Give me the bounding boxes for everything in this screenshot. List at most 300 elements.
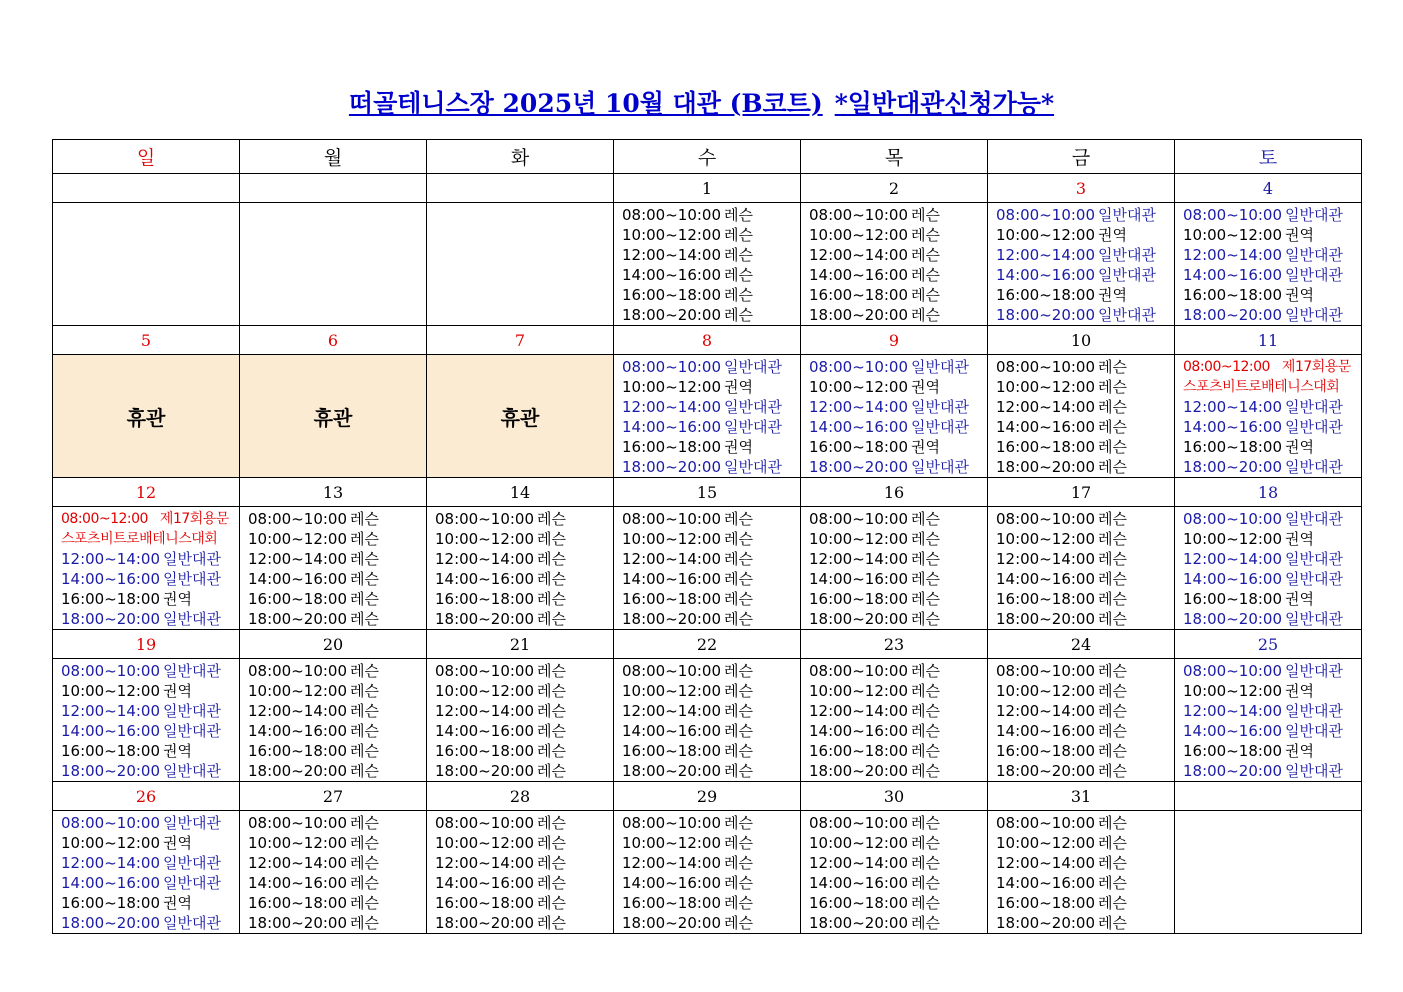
slot-label: 레슨 [537, 874, 566, 892]
slot-time: 12:00~14:00 [996, 702, 1096, 720]
weekday-header: 일 [53, 140, 240, 174]
time-slot [809, 761, 987, 781]
slot-list [801, 507, 987, 629]
slot-time: 08:00~10:00 [809, 814, 909, 832]
slot-time: 16:00~18:00 [248, 894, 348, 912]
slot-list [53, 507, 239, 629]
slot-time: 16:00~18:00 [61, 590, 161, 608]
slot-label: 레슨 [911, 510, 940, 528]
slot-time: 18:00~20:00 [622, 762, 722, 780]
slot-time: 14:00~16:00 [996, 874, 1096, 892]
slot-time: 18:00~20:00 [809, 610, 909, 628]
time-slot [996, 205, 1174, 225]
time-slot [996, 741, 1174, 761]
slot-label: 레슨 [350, 742, 379, 760]
date-row [53, 782, 1362, 811]
slot-time: 16:00~18:00 [622, 742, 722, 760]
slot-time: 12:00~14:00 [809, 854, 909, 872]
slot-label: 레슨 [911, 570, 940, 588]
weekday-header: 목 [801, 140, 988, 174]
time-slot [248, 509, 426, 529]
slot-label: 일반대관 [1285, 550, 1343, 568]
slot-time: 10:00~12:00 [809, 834, 909, 852]
slot-label: 레슨 [911, 834, 940, 852]
slot-label: 일반대관 [724, 458, 782, 476]
slot-label: 레슨 [350, 570, 379, 588]
date-cell: 7 [427, 326, 614, 355]
slot-label: 일반대관 [1285, 762, 1343, 780]
slot-label: 권역 [163, 834, 192, 852]
slot-time: 10:00~12:00 [622, 834, 722, 852]
time-slot [1183, 681, 1361, 701]
slot-time: 18:00~20:00 [996, 458, 1096, 476]
slot-label: 레슨 [1098, 590, 1127, 608]
date-cell: 21 [427, 630, 614, 659]
slot-list [801, 659, 987, 781]
time-slot [435, 853, 613, 873]
slot-label: 레슨 [724, 742, 753, 760]
time-slot [809, 377, 987, 397]
slot-label: 권역 [163, 590, 192, 608]
slot-label: 일반대관 [163, 814, 221, 832]
slot-label: 레슨 [724, 834, 753, 852]
time-slot [61, 549, 239, 569]
time-slot [996, 457, 1174, 477]
slot-label: 레슨 [724, 662, 753, 680]
slot-time: 12:00~14:00 [248, 702, 348, 720]
slot-list [988, 203, 1174, 325]
slot-label: 레슨 [1098, 378, 1127, 396]
time-slot [435, 873, 613, 893]
slot-label: 권역 [163, 682, 192, 700]
slot-label: 일반대관 [1285, 722, 1343, 740]
time-slot [809, 833, 987, 853]
slot-time: 14:00~16:00 [1183, 722, 1283, 740]
slot-label: 레슨 [724, 206, 753, 224]
time-slot [622, 569, 800, 589]
time-slot [435, 529, 613, 549]
slot-label: 일반대관 [163, 702, 221, 720]
slot-time: 12:00~14:00 [61, 854, 161, 872]
time-slot [61, 609, 239, 629]
time-slot [1183, 701, 1361, 721]
time-slot [61, 681, 239, 701]
slot-time: 10:00~12:00 [809, 226, 909, 244]
slot-label: 레슨 [537, 722, 566, 740]
time-slot [809, 225, 987, 245]
slot-label: 레슨 [1098, 742, 1127, 760]
date-cell: 29 [614, 782, 801, 811]
slot-list [988, 811, 1174, 933]
slot-time: 14:00~16:00 [996, 570, 1096, 588]
date-cell: 20 [240, 630, 427, 659]
day-cell [240, 811, 427, 934]
time-slot [996, 609, 1174, 629]
event-line [1183, 357, 1361, 377]
slot-time: 18:00~20:00 [809, 762, 909, 780]
slot-label: 레슨 [350, 662, 379, 680]
slot-label: 레슨 [350, 610, 379, 628]
slot-time: 16:00~18:00 [61, 742, 161, 760]
slot-label: 레슨 [911, 742, 940, 760]
slot-time: 12:00~14:00 [996, 398, 1096, 416]
slot-label: 레슨 [724, 702, 753, 720]
time-slot [1183, 225, 1361, 245]
slot-label: 권역 [1098, 226, 1127, 244]
date-cell [1175, 782, 1362, 811]
slot-time: 10:00~12:00 [1183, 530, 1283, 548]
slot-time: 08:00~10:00 [622, 662, 722, 680]
day-cell [1175, 811, 1362, 934]
slot-time: 10:00~12:00 [248, 834, 348, 852]
slot-label: 일반대관 [1098, 206, 1156, 224]
weekday-header: 월 [240, 140, 427, 174]
slot-label: 레슨 [537, 742, 566, 760]
slot-time: 08:00~10:00 [248, 510, 348, 528]
slot-list [240, 507, 426, 629]
slot-label: 레슨 [1098, 510, 1127, 528]
slot-label: 레슨 [911, 874, 940, 892]
slot-label: 레슨 [724, 286, 753, 304]
slot-label: 일반대관 [724, 358, 782, 376]
slot-time: 18:00~20:00 [622, 914, 722, 932]
time-slot [996, 833, 1174, 853]
time-slot [622, 721, 800, 741]
time-slot [996, 265, 1174, 285]
slot-label: 레슨 [724, 722, 753, 740]
date-cell: 18 [1175, 478, 1362, 507]
weekday-header: 수 [614, 140, 801, 174]
time-slot [996, 285, 1174, 305]
event-name: 제17회용문 [1281, 359, 1351, 375]
slot-time: 12:00~14:00 [622, 854, 722, 872]
slot-label: 레슨 [1098, 530, 1127, 548]
slot-label: 레슨 [911, 814, 940, 832]
slot-time: 18:00~20:00 [61, 610, 161, 628]
slot-time: 18:00~20:00 [248, 914, 348, 932]
slot-time: 14:00~16:00 [809, 266, 909, 284]
slot-time: 08:00~10:00 [435, 662, 535, 680]
slot-time: 10:00~12:00 [622, 378, 722, 396]
event-name-line: 스포츠비트로배테니스대회 [1183, 379, 1340, 395]
slot-time: 14:00~16:00 [61, 722, 161, 740]
slot-label: 일반대관 [1098, 306, 1156, 324]
slot-time: 14:00~16:00 [622, 874, 722, 892]
time-slot [809, 509, 987, 529]
slot-label: 권역 [1285, 742, 1314, 760]
time-slot [435, 589, 613, 609]
day-cell [988, 355, 1175, 478]
slot-time: 16:00~18:00 [996, 438, 1096, 456]
slot-label: 일반대관 [1285, 702, 1343, 720]
time-slot [622, 761, 800, 781]
slot-list [427, 507, 613, 629]
time-slot [622, 529, 800, 549]
time-slot [809, 569, 987, 589]
time-slot [61, 761, 239, 781]
closed-cell: 휴관 [427, 355, 614, 478]
time-slot [996, 913, 1174, 933]
slot-label: 레슨 [537, 894, 566, 912]
slot-label: 일반대관 [163, 662, 221, 680]
time-slot [248, 681, 426, 701]
time-slot [248, 813, 426, 833]
slot-list [1175, 355, 1361, 477]
slot-label: 레슨 [1098, 610, 1127, 628]
slot-label: 레슨 [537, 590, 566, 608]
day-cell [1175, 659, 1362, 782]
slot-time: 10:00~12:00 [996, 378, 1096, 396]
time-slot [809, 913, 987, 933]
time-slot [622, 813, 800, 833]
slot-time: 14:00~16:00 [1183, 418, 1283, 436]
slot-time: 08:00~10:00 [622, 814, 722, 832]
slot-list [988, 507, 1174, 629]
slot-time: 10:00~12:00 [435, 834, 535, 852]
weekday-header: 화 [427, 140, 614, 174]
title-main: 떠골테니스장 2025년 10월 대관 (B코트) [348, 89, 823, 118]
slot-time: 18:00~20:00 [61, 914, 161, 932]
time-slot [622, 377, 800, 397]
slot-label: 일반대관 [163, 914, 221, 932]
slot-label: 일반대관 [1285, 458, 1343, 476]
slot-list [614, 355, 800, 477]
slot-label: 레슨 [537, 570, 566, 588]
slot-time: 10:00~12:00 [435, 682, 535, 700]
slot-label: 레슨 [724, 246, 753, 264]
time-slot [248, 873, 426, 893]
time-slot [622, 285, 800, 305]
slot-time: 08:00~10:00 [809, 662, 909, 680]
slot-label: 일반대관 [1285, 206, 1343, 224]
slot-list [614, 203, 800, 325]
day-cell [988, 659, 1175, 782]
slot-label: 레슨 [537, 682, 566, 700]
slot-time: 16:00~18:00 [435, 894, 535, 912]
slot-time: 08:00~10:00 [248, 814, 348, 832]
slot-time: 16:00~18:00 [996, 286, 1096, 304]
date-cell: 10 [988, 326, 1175, 355]
slot-label: 레슨 [350, 874, 379, 892]
slot-time: 16:00~18:00 [996, 742, 1096, 760]
time-slot [248, 661, 426, 681]
slot-list [614, 659, 800, 781]
slot-label: 레슨 [724, 682, 753, 700]
slot-time: 08:00~10:00 [1183, 206, 1283, 224]
time-slot [809, 681, 987, 701]
slot-list [53, 811, 239, 933]
slot-label: 레슨 [1098, 662, 1127, 680]
slot-label: 권역 [724, 378, 753, 396]
time-slot [809, 265, 987, 285]
slot-label: 권역 [724, 438, 753, 456]
slot-time: 12:00~14:00 [61, 550, 161, 568]
day-cell [614, 355, 801, 478]
slot-label: 레슨 [724, 306, 753, 324]
time-slot [622, 609, 800, 629]
slot-label: 일반대관 [1098, 246, 1156, 264]
slot-time: 10:00~12:00 [996, 682, 1096, 700]
time-slot [622, 225, 800, 245]
slot-time: 16:00~18:00 [622, 438, 722, 456]
slot-time: 14:00~16:00 [809, 722, 909, 740]
slot-time: 12:00~14:00 [622, 398, 722, 416]
slot-label: 일반대관 [1098, 266, 1156, 284]
time-slot [248, 721, 426, 741]
day-cell [801, 203, 988, 326]
schedule-row [53, 659, 1362, 782]
day-cell [1175, 507, 1362, 630]
slot-label: 권역 [1285, 590, 1314, 608]
slot-label: 레슨 [537, 834, 566, 852]
date-cell: 17 [988, 478, 1175, 507]
slot-time: 18:00~20:00 [248, 762, 348, 780]
slot-label: 레슨 [724, 762, 753, 780]
slot-time: 10:00~12:00 [61, 834, 161, 852]
slot-label: 레슨 [724, 610, 753, 628]
time-slot [248, 589, 426, 609]
closed-cell: 휴관 [240, 355, 427, 478]
day-cell [614, 811, 801, 934]
slot-time: 14:00~16:00 [61, 570, 161, 588]
time-slot [1183, 265, 1361, 285]
time-slot [996, 853, 1174, 873]
slot-time: 12:00~14:00 [622, 246, 722, 264]
slot-time: 10:00~12:00 [622, 226, 722, 244]
day-cell [240, 507, 427, 630]
slot-label: 레슨 [1098, 702, 1127, 720]
slot-time: 12:00~14:00 [248, 550, 348, 568]
slot-label: 권역 [1285, 530, 1314, 548]
time-slot [61, 661, 239, 681]
slot-time: 12:00~14:00 [61, 702, 161, 720]
time-slot [1183, 529, 1361, 549]
slot-label: 레슨 [1098, 874, 1127, 892]
slot-time: 12:00~14:00 [248, 854, 348, 872]
slot-time: 08:00~10:00 [1183, 662, 1283, 680]
slot-time: 12:00~14:00 [1183, 398, 1283, 416]
slot-label: 레슨 [911, 206, 940, 224]
slot-time: 08:00~10:00 [996, 206, 1096, 224]
day-cell [427, 507, 614, 630]
slot-time: 10:00~12:00 [622, 530, 722, 548]
time-slot [61, 893, 239, 913]
time-slot [622, 701, 800, 721]
slot-time: 14:00~16:00 [1183, 570, 1283, 588]
date-cell: 9 [801, 326, 988, 355]
day-cell [988, 507, 1175, 630]
time-slot [1183, 205, 1361, 225]
time-slot [435, 681, 613, 701]
time-slot [809, 457, 987, 477]
slot-list [614, 507, 800, 629]
slot-time: 14:00~16:00 [996, 722, 1096, 740]
slot-time: 14:00~16:00 [61, 874, 161, 892]
slot-list [53, 659, 239, 781]
event-time: 08:00~12:00 [1183, 359, 1270, 375]
slot-label: 레슨 [1098, 438, 1127, 456]
slot-label: 일반대관 [1285, 570, 1343, 588]
slot-time: 10:00~12:00 [809, 530, 909, 548]
slot-label: 레슨 [724, 226, 753, 244]
day-cell [614, 507, 801, 630]
date-row [53, 174, 1362, 203]
date-cell: 11 [1175, 326, 1362, 355]
slot-time: 10:00~12:00 [1183, 682, 1283, 700]
time-slot [996, 661, 1174, 681]
time-slot [61, 833, 239, 853]
date-cell: 1 [614, 174, 801, 203]
slot-label: 레슨 [724, 894, 753, 912]
slot-label: 레슨 [537, 854, 566, 872]
slot-time: 14:00~16:00 [809, 418, 909, 436]
slot-time: 12:00~14:00 [809, 398, 909, 416]
time-slot [1183, 457, 1361, 477]
slot-time: 16:00~18:00 [809, 742, 909, 760]
slot-time: 16:00~18:00 [1183, 590, 1283, 608]
time-slot [61, 701, 239, 721]
slot-time: 10:00~12:00 [996, 834, 1096, 852]
day-cell [988, 203, 1175, 326]
slot-label: 일반대관 [724, 398, 782, 416]
time-slot [996, 589, 1174, 609]
slot-time: 18:00~20:00 [1183, 610, 1283, 628]
slot-time: 18:00~20:00 [996, 914, 1096, 932]
time-slot [1183, 741, 1361, 761]
time-slot [248, 529, 426, 549]
slot-label: 레슨 [1098, 814, 1127, 832]
time-slot [1183, 285, 1361, 305]
time-slot [248, 569, 426, 589]
slot-time: 16:00~18:00 [1183, 438, 1283, 456]
slot-label: 레슨 [911, 286, 940, 304]
slot-time: 14:00~16:00 [435, 570, 535, 588]
slot-label: 레슨 [537, 702, 566, 720]
slot-label: 레슨 [724, 914, 753, 932]
time-slot [1183, 245, 1361, 265]
slot-time: 12:00~14:00 [996, 246, 1096, 264]
slot-label: 레슨 [724, 854, 753, 872]
slot-label: 일반대관 [911, 458, 969, 476]
slot-label: 레슨 [911, 550, 940, 568]
slot-time: 16:00~18:00 [435, 742, 535, 760]
slot-time: 12:00~14:00 [435, 550, 535, 568]
slot-label: 레슨 [1098, 682, 1127, 700]
slot-time: 10:00~12:00 [809, 378, 909, 396]
time-slot [435, 833, 613, 853]
slot-label: 레슨 [911, 762, 940, 780]
date-cell: 22 [614, 630, 801, 659]
slot-list [427, 811, 613, 933]
slot-time: 08:00~10:00 [809, 358, 909, 376]
time-slot [809, 893, 987, 913]
date-cell: 2 [801, 174, 988, 203]
schedule-row [53, 355, 1362, 478]
time-slot [809, 813, 987, 833]
time-slot [622, 661, 800, 681]
slot-time: 18:00~20:00 [1183, 458, 1283, 476]
time-slot [809, 853, 987, 873]
slot-label: 레슨 [350, 702, 379, 720]
slot-time: 14:00~16:00 [435, 874, 535, 892]
slot-label: 레슨 [350, 550, 379, 568]
slot-label: 레슨 [724, 814, 753, 832]
date-cell: 30 [801, 782, 988, 811]
slot-label: 권역 [1285, 682, 1314, 700]
event-name: 제17회용문 [159, 511, 229, 527]
time-slot [809, 741, 987, 761]
time-slot [622, 681, 800, 701]
